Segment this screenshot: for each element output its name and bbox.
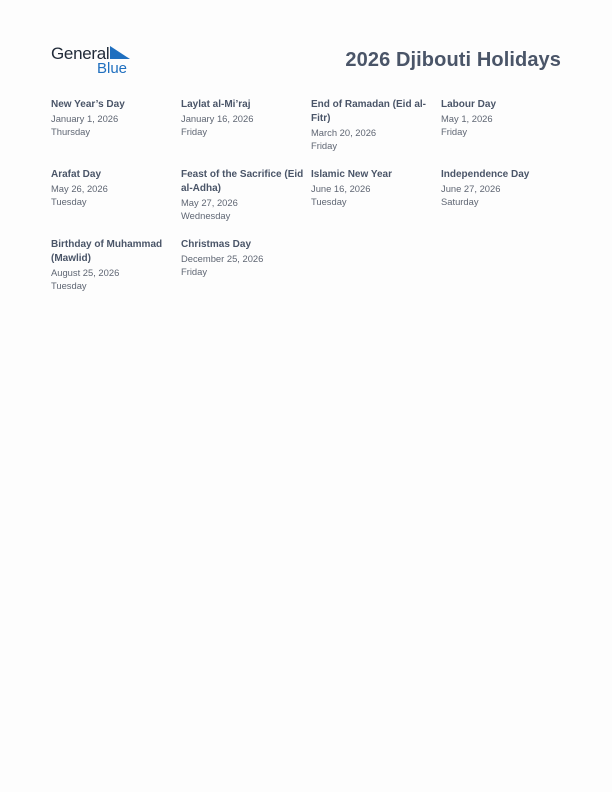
holiday-date: June 27, 2026: [441, 183, 501, 194]
holiday-weekday: Friday: [441, 126, 468, 137]
holiday-name: Birthday of Muhammad (Mawlid): [51, 239, 163, 264]
holiday-name: Arafat Day: [51, 169, 102, 180]
holiday-name: Independence Day: [441, 169, 530, 180]
holiday-row: [51, 238, 571, 308]
holiday-name: Islamic New Year: [311, 169, 392, 180]
holiday-date: March 20, 2026: [311, 127, 377, 138]
brand-logo: [51, 44, 141, 78]
holiday-row: [51, 98, 571, 168]
holiday-name: New Year’s Day: [51, 99, 125, 110]
holiday-date: January 16, 2026: [181, 113, 254, 124]
logo-word-blue: Blue: [97, 60, 128, 77]
logo-word-general: General: [51, 44, 110, 63]
holiday-name: Labour Day: [441, 99, 497, 110]
holiday-weekday: Friday: [181, 266, 208, 277]
holiday-name: End of Ramadan (Eid al-Fitr): [311, 99, 427, 124]
holiday-date: August 25, 2026: [51, 267, 120, 278]
holiday-item: [441, 98, 571, 168]
holiday-name: Christmas Day: [181, 239, 252, 250]
holiday-weekday: Friday: [181, 126, 208, 137]
holiday-item: [181, 98, 311, 168]
holiday-weekday: Thursday: [51, 126, 91, 137]
holiday-row: [51, 168, 571, 238]
holiday-weekday: Saturday: [441, 196, 479, 207]
holiday-item: [311, 168, 441, 238]
holiday-weekday: Tuesday: [51, 280, 87, 291]
holiday-weekday: Tuesday: [311, 196, 347, 207]
holiday-date: May 1, 2026: [441, 113, 493, 124]
holiday-name: Feast of the Sacrifice (Eid al-Adha): [181, 169, 304, 194]
holiday-date: June 16, 2026: [311, 183, 371, 194]
holiday-item: [51, 98, 181, 168]
holiday-date: May 26, 2026: [51, 183, 108, 194]
holiday-date: December 25, 2026: [181, 253, 264, 264]
holiday-item: [311, 98, 441, 168]
logo-triangle-icon: [110, 46, 130, 59]
holiday-weekday: Wednesday: [181, 210, 231, 221]
holiday-date: January 1, 2026: [51, 113, 119, 124]
page-title: 2026 Djibouti Holidays: [345, 49, 561, 71]
holiday-name: Laylat al-Mi’raj: [181, 99, 251, 110]
holiday-item: [51, 238, 181, 308]
holiday-weekday: Tuesday: [51, 196, 87, 207]
holiday-weekday: Friday: [311, 140, 338, 151]
holiday-item: [181, 238, 311, 308]
holiday-item: [441, 168, 571, 238]
holiday-date: May 27, 2026: [181, 197, 238, 208]
holiday-grid: [51, 98, 571, 308]
holiday-item: [181, 168, 311, 238]
holiday-item: [51, 168, 181, 238]
